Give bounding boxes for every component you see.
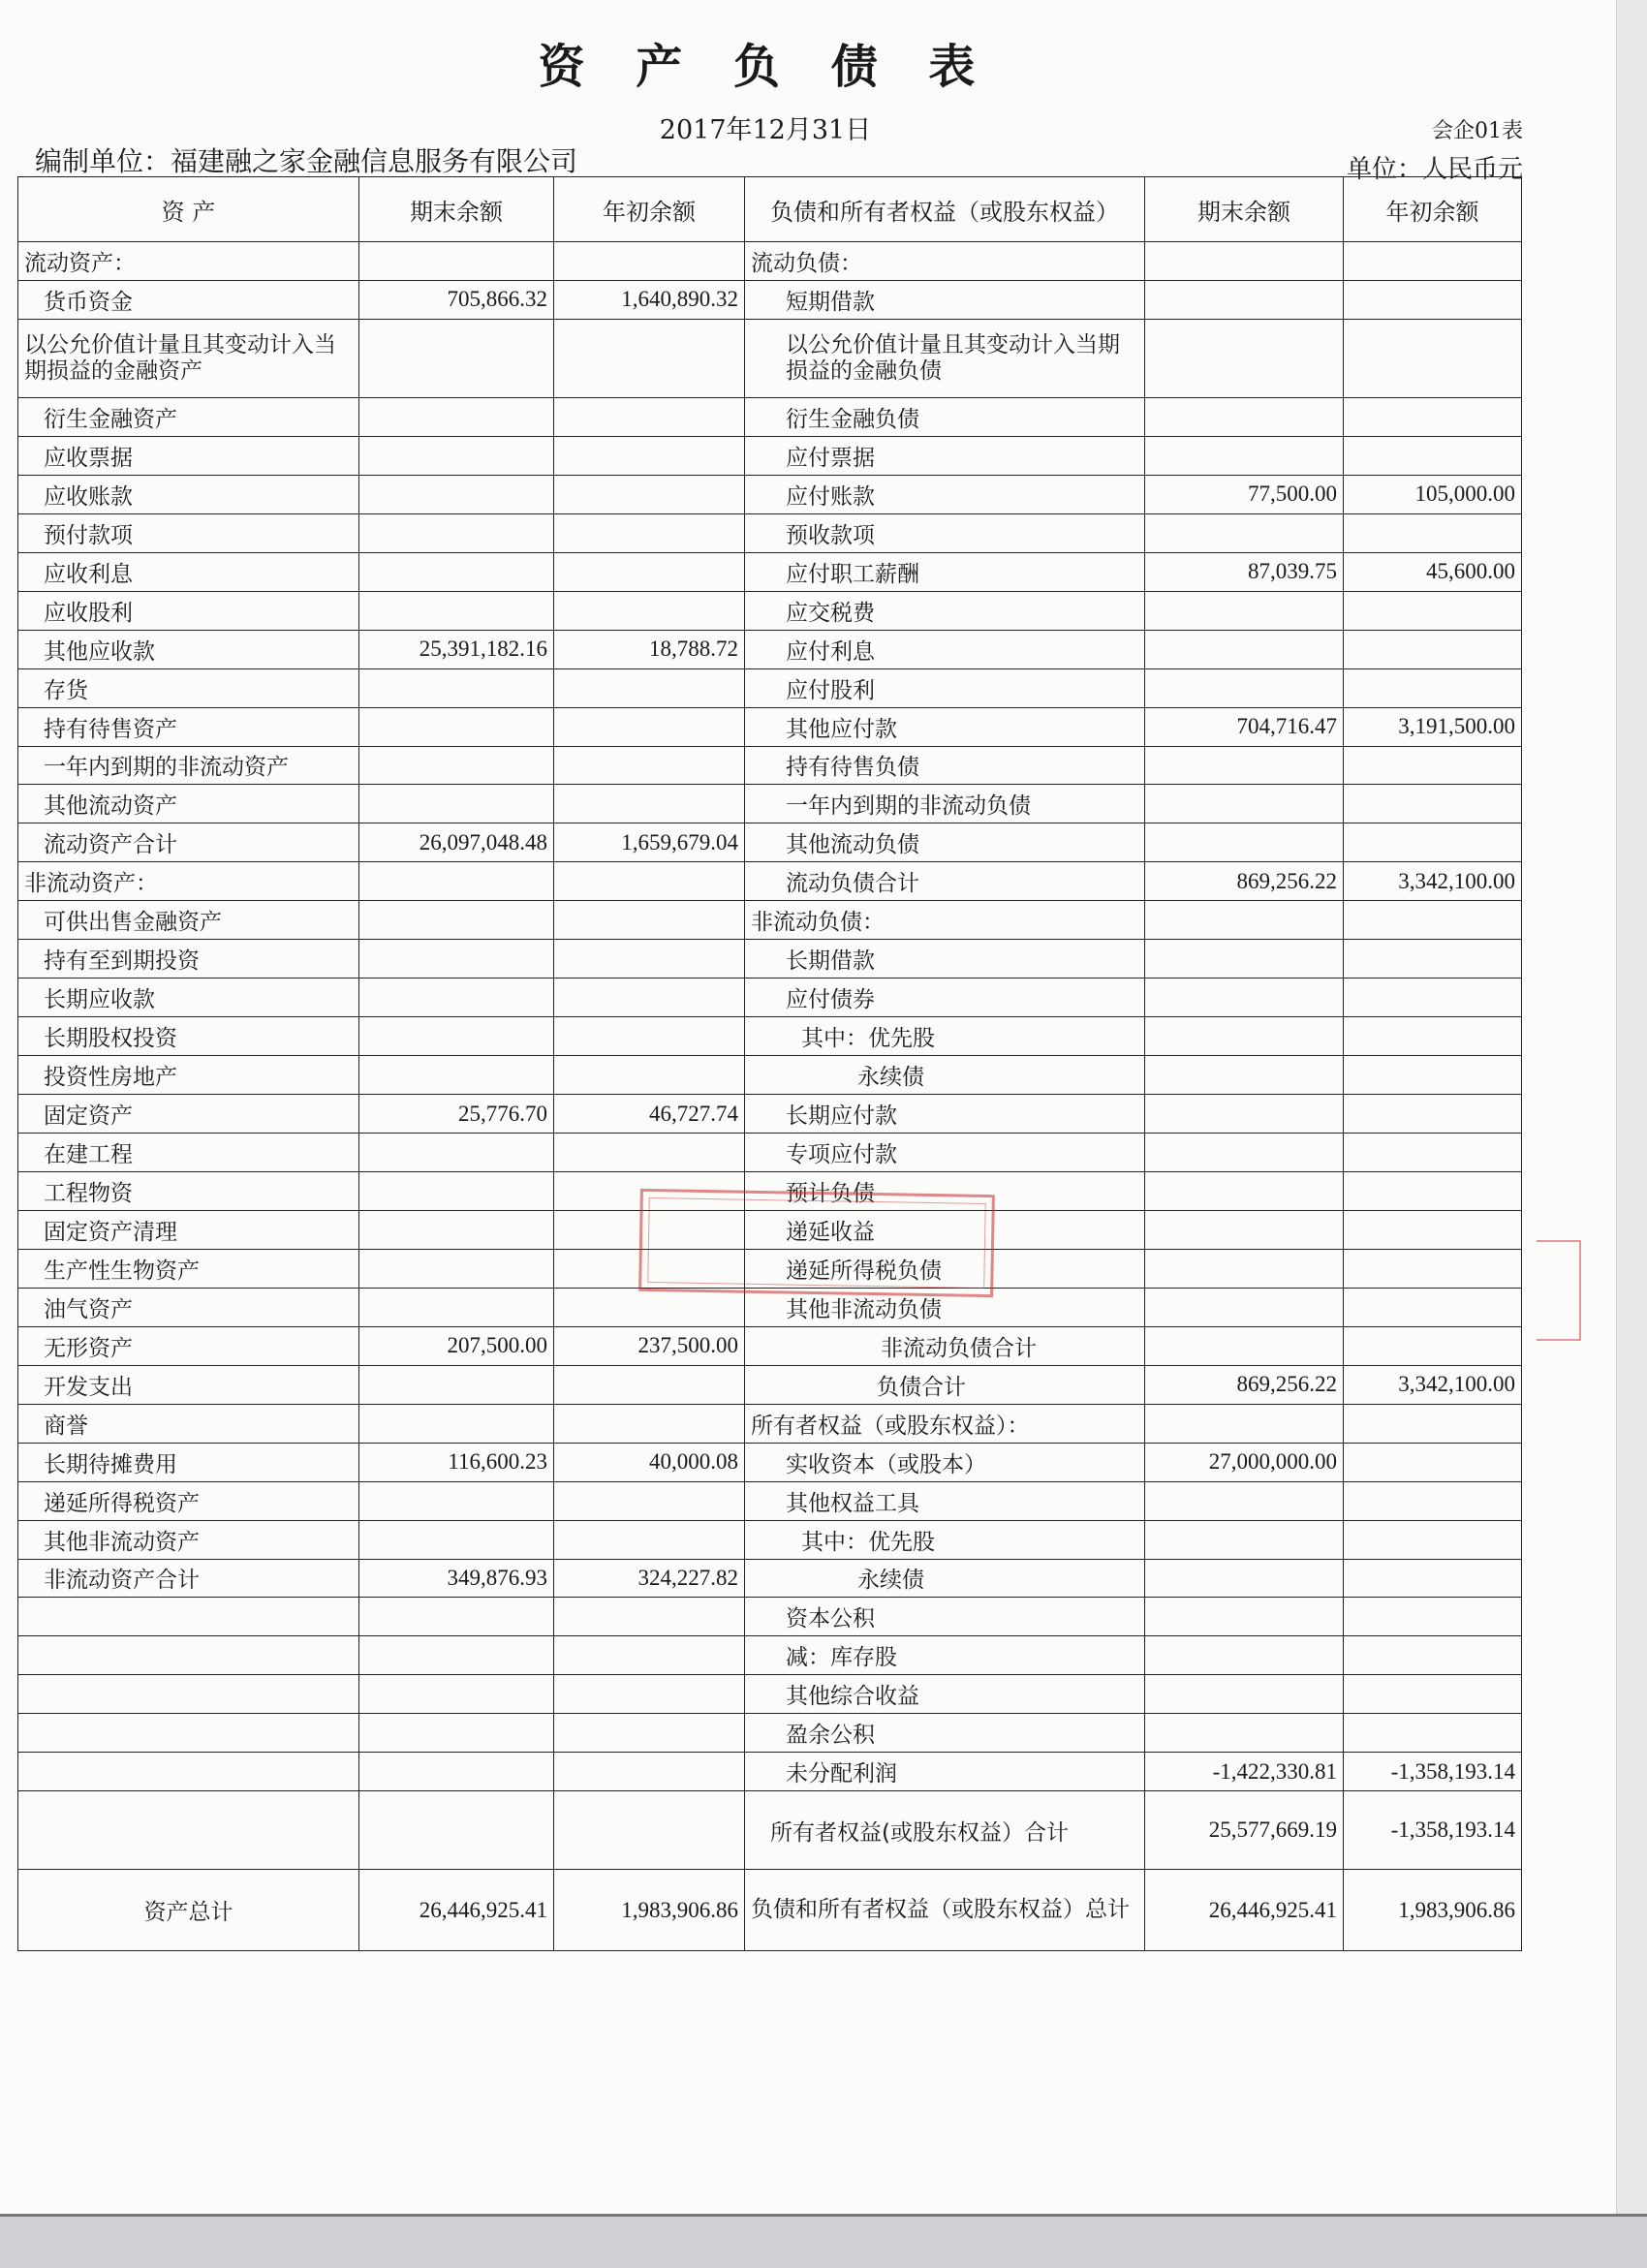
liability-label: 其他非流动负债 (745, 1288, 1145, 1326)
liability-label: 非流动负债合计 (745, 1326, 1145, 1365)
liability-label: 负债和所有者权益（或股东权益）总计 (745, 1870, 1145, 1951)
asset-end-balance (359, 1134, 554, 1172)
liability-begin-balance (1344, 1714, 1522, 1753)
asset-begin-balance (554, 591, 745, 630)
asset-end-balance (359, 319, 554, 397)
table-row (18, 436, 1522, 475)
page-seam-stamp (1537, 1240, 1581, 1341)
liability-begin-balance (1344, 668, 1522, 707)
liability-label: 持有待售负债 (745, 746, 1145, 785)
liability-label: 减：库存股 (745, 1636, 1145, 1675)
liability-label: 应付债券 (745, 979, 1145, 1017)
asset-label: 一年内到期的非流动资产 (18, 746, 359, 785)
liability-begin-balance (1344, 1210, 1522, 1249)
liability-begin-balance (1344, 823, 1522, 862)
scan-bottom-edge (0, 2214, 1647, 2268)
asset-end-balance (359, 475, 554, 513)
asset-end-balance (359, 1404, 554, 1443)
liability-end-balance (1145, 1520, 1344, 1559)
asset-end-balance (359, 436, 554, 475)
liability-label: 短期借款 (745, 280, 1145, 319)
table-row (18, 1791, 1522, 1870)
asset-begin-balance: 237,500.00 (554, 1326, 745, 1365)
asset-label: 在建工程 (18, 1134, 359, 1172)
liability-label: 其他应付款 (745, 707, 1145, 746)
liability-begin-balance: 3,342,100.00 (1344, 1365, 1522, 1404)
asset-begin-balance: 46,727.74 (554, 1095, 745, 1134)
liability-end-balance (1145, 1675, 1344, 1714)
liability-begin-balance (1344, 591, 1522, 630)
asset-end-balance (359, 668, 554, 707)
asset-begin-balance: 324,227.82 (554, 1559, 745, 1598)
liability-label: 所有者权益(或股东权益）合计 (745, 1791, 1145, 1870)
liability-begin-balance (1344, 1134, 1522, 1172)
asset-end-balance: 26,097,048.48 (359, 823, 554, 862)
liability-end-balance: 27,000,000.00 (1145, 1443, 1344, 1481)
liability-begin-balance (1344, 1249, 1522, 1288)
liability-end-balance: 26,446,925.41 (1145, 1870, 1344, 1951)
asset-end-balance (359, 862, 554, 901)
liability-label: 资本公积 (745, 1598, 1145, 1636)
liability-label: 盈余公积 (745, 1714, 1145, 1753)
table-row (18, 1520, 1522, 1559)
table-row (18, 1017, 1522, 1056)
table-row (18, 1365, 1522, 1404)
asset-label: 其他应收款 (18, 630, 359, 668)
asset-begin-balance (554, 1791, 745, 1870)
liability-end-balance: 77,500.00 (1145, 475, 1344, 513)
asset-end-balance (359, 591, 554, 630)
liability-begin-balance (1344, 1017, 1522, 1056)
liability-begin-balance (1344, 1326, 1522, 1365)
asset-label (18, 1636, 359, 1675)
asset-begin-balance: 40,000.08 (554, 1443, 745, 1481)
liability-end-balance (1145, 979, 1344, 1017)
asset-begin-balance (554, 746, 745, 785)
table-row (18, 475, 1522, 513)
asset-end-balance (359, 513, 554, 552)
asset-end-balance (359, 1365, 554, 1404)
liability-label: 永续债 (745, 1056, 1145, 1095)
liability-end-balance (1145, 668, 1344, 707)
liability-begin-balance: 3,342,100.00 (1344, 862, 1522, 901)
liability-label: 专项应付款 (745, 1134, 1145, 1172)
liability-end-balance (1145, 1095, 1344, 1134)
asset-label: 持有至到期投资 (18, 940, 359, 979)
asset-label (18, 1753, 359, 1791)
page-title: 资 产 负 债 表 (538, 40, 993, 94)
table-row (18, 1288, 1522, 1326)
asset-end-balance (359, 397, 554, 436)
liability-end-balance (1145, 1636, 1344, 1675)
liability-end-balance: 25,577,669.19 (1145, 1791, 1344, 1870)
table-row (18, 1714, 1522, 1753)
liability-end-balance: 869,256.22 (1145, 1365, 1344, 1404)
asset-end-balance (359, 552, 554, 591)
asset-end-balance: 116,600.23 (359, 1443, 554, 1481)
table-row (18, 785, 1522, 823)
asset-label: 商誉 (18, 1404, 359, 1443)
asset-label: 生产性生物资产 (18, 1249, 359, 1288)
col-header-begin-balance-2: 年初余额 (1344, 177, 1522, 242)
asset-begin-balance (554, 785, 745, 823)
liability-begin-balance (1344, 979, 1522, 1017)
asset-begin-balance (554, 1017, 745, 1056)
liability-label: 其中：优先股 (745, 1017, 1145, 1056)
col-header-liabilities-equity: 负债和所有者权益（或股东权益） (745, 177, 1145, 242)
table-row (18, 397, 1522, 436)
asset-begin-balance (554, 436, 745, 475)
liability-label: 长期应付款 (745, 1095, 1145, 1134)
asset-label: 持有待售资产 (18, 707, 359, 746)
asset-label (18, 1791, 359, 1870)
liability-end-balance (1145, 1481, 1344, 1520)
table-row (18, 1481, 1522, 1520)
asset-end-balance (359, 1210, 554, 1249)
col-header-end-balance: 期末余额 (359, 177, 554, 242)
report-date: 2017年12月31日 (659, 115, 872, 145)
asset-label: 应收股利 (18, 591, 359, 630)
asset-label: 流动资产合计 (18, 823, 359, 862)
liability-label: 应交税费 (745, 591, 1145, 630)
asset-label: 流动资产： (18, 242, 359, 281)
liability-label: 预计负债 (745, 1171, 1145, 1210)
table-row (18, 513, 1522, 552)
asset-end-balance (359, 1017, 554, 1056)
liability-begin-balance (1344, 1404, 1522, 1443)
liability-end-balance (1145, 940, 1344, 979)
asset-end-balance (359, 901, 554, 940)
asset-end-balance (359, 1481, 554, 1520)
asset-begin-balance: 1,640,890.32 (554, 280, 745, 319)
liability-end-balance (1145, 746, 1344, 785)
asset-label: 预付款项 (18, 513, 359, 552)
asset-label: 可供出售金融资产 (18, 901, 359, 940)
asset-begin-balance (554, 1714, 745, 1753)
table-row (18, 552, 1522, 591)
liability-begin-balance (1344, 785, 1522, 823)
asset-label: 无形资产 (18, 1326, 359, 1365)
asset-end-balance (359, 1288, 554, 1326)
liability-end-balance (1145, 1714, 1344, 1753)
liability-label: 长期借款 (745, 940, 1145, 979)
liability-begin-balance (1344, 513, 1522, 552)
liability-label: 应付股利 (745, 668, 1145, 707)
asset-begin-balance (554, 1056, 745, 1095)
liability-end-balance (1145, 1326, 1344, 1365)
table-row (18, 746, 1522, 785)
liability-begin-balance (1344, 1443, 1522, 1481)
liability-label: 流动负债合计 (745, 862, 1145, 901)
table-row (18, 242, 1522, 281)
liability-end-balance (1145, 785, 1344, 823)
table-row (18, 1095, 1522, 1134)
asset-end-balance (359, 1249, 554, 1288)
header-row (18, 177, 1522, 242)
liability-begin-balance (1344, 1481, 1522, 1520)
asset-label (18, 1598, 359, 1636)
balance-sheet-table (17, 176, 1522, 1951)
liability-label: 应付票据 (745, 436, 1145, 475)
asset-label: 存货 (18, 668, 359, 707)
liability-begin-balance (1344, 1559, 1522, 1598)
liability-begin-balance (1344, 280, 1522, 319)
asset-end-balance (359, 242, 554, 281)
asset-begin-balance (554, 242, 745, 281)
liability-begin-balance (1344, 1095, 1522, 1134)
asset-end-balance (359, 707, 554, 746)
liability-begin-balance (1344, 1636, 1522, 1675)
asset-label: 非流动资产合计 (18, 1559, 359, 1598)
asset-begin-balance (554, 1288, 745, 1326)
liability-end-balance: 869,256.22 (1145, 862, 1344, 901)
asset-begin-balance (554, 940, 745, 979)
liability-begin-balance: 105,000.00 (1344, 475, 1522, 513)
asset-end-balance (359, 785, 554, 823)
asset-label: 递延所得税资产 (18, 1481, 359, 1520)
asset-begin-balance (554, 513, 745, 552)
asset-label: 工程物资 (18, 1171, 359, 1210)
liability-begin-balance: -1,358,193.14 (1344, 1791, 1522, 1870)
table-row (18, 630, 1522, 668)
asset-end-balance (359, 1171, 554, 1210)
asset-label: 资产总计 (18, 1870, 359, 1951)
asset-begin-balance (554, 319, 745, 397)
liability-end-balance (1145, 1056, 1344, 1095)
liability-end-balance: 87,039.75 (1145, 552, 1344, 591)
liability-label: 所有者权益（或股东权益）： (745, 1404, 1145, 1443)
col-header-begin-balance: 年初余额 (554, 177, 745, 242)
asset-label: 油气资产 (18, 1288, 359, 1326)
liability-begin-balance (1344, 940, 1522, 979)
liability-label: 应付利息 (745, 630, 1145, 668)
liability-end-balance (1145, 1559, 1344, 1598)
liability-end-balance: 704,716.47 (1145, 707, 1344, 746)
table-row (18, 1134, 1522, 1172)
table-row (18, 1404, 1522, 1443)
liability-begin-balance (1344, 397, 1522, 436)
table-row (18, 668, 1522, 707)
liability-end-balance (1145, 630, 1344, 668)
liability-begin-balance: 1,983,906.86 (1344, 1870, 1522, 1951)
liability-begin-balance (1344, 1675, 1522, 1714)
asset-label: 固定资产 (18, 1095, 359, 1134)
table-row (18, 823, 1522, 862)
liability-label: 一年内到期的非流动负债 (745, 785, 1145, 823)
liability-begin-balance: -1,358,193.14 (1344, 1753, 1522, 1791)
liability-end-balance (1145, 1249, 1344, 1288)
asset-end-balance: 25,391,182.16 (359, 630, 554, 668)
liability-begin-balance (1344, 319, 1522, 397)
table-row (18, 1598, 1522, 1636)
asset-end-balance (359, 1675, 554, 1714)
asset-end-balance: 705,866.32 (359, 280, 554, 319)
liability-end-balance: -1,422,330.81 (1145, 1753, 1344, 1791)
col-header-end-balance-2: 期末余额 (1145, 177, 1344, 242)
liability-label: 负债合计 (745, 1365, 1145, 1404)
asset-label: 长期待摊费用 (18, 1443, 359, 1481)
asset-begin-balance (554, 552, 745, 591)
asset-begin-balance (554, 1636, 745, 1675)
liability-end-balance (1145, 513, 1344, 552)
liability-label: 应付职工薪酬 (745, 552, 1145, 591)
liability-begin-balance (1344, 1520, 1522, 1559)
asset-end-balance (359, 1753, 554, 1791)
liability-label: 递延收益 (745, 1210, 1145, 1249)
liability-begin-balance (1344, 1598, 1522, 1636)
liability-end-balance (1145, 436, 1344, 475)
asset-end-balance (359, 940, 554, 979)
asset-end-balance (359, 1520, 554, 1559)
liability-end-balance (1145, 1210, 1344, 1249)
liability-label: 其他权益工具 (745, 1481, 1145, 1520)
liability-begin-balance (1344, 901, 1522, 940)
liability-label: 流动负债： (745, 242, 1145, 281)
table-row (18, 707, 1522, 746)
liability-label: 非流动负债： (745, 901, 1145, 940)
asset-label: 投资性房地产 (18, 1056, 359, 1095)
asset-label: 长期应收款 (18, 979, 359, 1017)
asset-begin-balance (554, 979, 745, 1017)
asset-label (18, 1675, 359, 1714)
liability-label: 实收资本（或股本） (745, 1443, 1145, 1481)
liability-label: 以公允价值计量且其变动计入当期损益的金融负债 (745, 319, 1145, 397)
asset-label: 固定资产清理 (18, 1210, 359, 1249)
table-row (18, 1870, 1522, 1951)
table-row (18, 901, 1522, 940)
liability-begin-balance (1344, 1288, 1522, 1326)
liability-label: 其他流动负债 (745, 823, 1145, 862)
liability-end-balance (1145, 1171, 1344, 1210)
asset-end-balance (359, 1598, 554, 1636)
table-row (18, 1636, 1522, 1675)
asset-label: 开发支出 (18, 1365, 359, 1404)
asset-begin-balance: 18,788.72 (554, 630, 745, 668)
asset-label: 非流动资产： (18, 862, 359, 901)
liability-begin-balance: 45,600.00 (1344, 552, 1522, 591)
page-edge (1616, 0, 1647, 2265)
asset-end-balance: 207,500.00 (359, 1326, 554, 1365)
asset-end-balance (359, 746, 554, 785)
asset-begin-balance (554, 668, 745, 707)
asset-begin-balance (554, 1404, 745, 1443)
asset-end-balance: 25,776.70 (359, 1095, 554, 1134)
table-row (18, 280, 1522, 319)
liability-begin-balance (1344, 1056, 1522, 1095)
asset-begin-balance (554, 1598, 745, 1636)
liability-begin-balance (1344, 746, 1522, 785)
liability-label: 其他综合收益 (745, 1675, 1145, 1714)
liability-label: 应付账款 (745, 475, 1145, 513)
liability-label: 递延所得税负债 (745, 1249, 1145, 1288)
asset-label: 其他流动资产 (18, 785, 359, 823)
liability-end-balance (1145, 397, 1344, 436)
table-row (18, 862, 1522, 901)
asset-begin-balance (554, 1481, 745, 1520)
asset-label: 其他非流动资产 (18, 1520, 359, 1559)
table-row (18, 1675, 1522, 1714)
company-name: 编制单位：福建融之家金融信息服务有限公司 (35, 145, 578, 177)
asset-begin-balance: 1,983,906.86 (554, 1870, 745, 1951)
liability-end-balance (1145, 591, 1344, 630)
asset-begin-balance (554, 901, 745, 940)
asset-end-balance: 349,876.93 (359, 1559, 554, 1598)
col-header-assets: 资 产 (18, 177, 359, 242)
asset-label: 应收账款 (18, 475, 359, 513)
asset-label: 衍生金融资产 (18, 397, 359, 436)
liability-label: 未分配利润 (745, 1753, 1145, 1791)
liability-end-balance (1145, 1134, 1344, 1172)
liability-begin-balance (1344, 1171, 1522, 1210)
table-row (18, 319, 1522, 397)
asset-end-balance (359, 1791, 554, 1870)
asset-begin-balance (554, 1753, 745, 1791)
liability-begin-balance (1344, 242, 1522, 281)
table-row (18, 1559, 1522, 1598)
liability-end-balance (1145, 280, 1344, 319)
table-row (18, 1753, 1522, 1791)
currency-unit: 单位：人民币元 (1347, 155, 1524, 184)
asset-begin-balance (554, 1675, 745, 1714)
asset-end-balance (359, 1636, 554, 1675)
asset-begin-balance (554, 862, 745, 901)
table-row (18, 979, 1522, 1017)
liability-end-balance (1145, 901, 1344, 940)
liability-end-balance (1145, 319, 1344, 397)
liability-end-balance (1145, 1404, 1344, 1443)
asset-end-balance (359, 1714, 554, 1753)
table-row (18, 940, 1522, 979)
liability-begin-balance: 3,191,500.00 (1344, 707, 1522, 746)
liability-end-balance (1145, 242, 1344, 281)
liability-label: 永续债 (745, 1559, 1145, 1598)
asset-end-balance (359, 1056, 554, 1095)
liability-label: 衍生金融负债 (745, 397, 1145, 436)
asset-label: 应收利息 (18, 552, 359, 591)
asset-begin-balance: 1,659,679.04 (554, 823, 745, 862)
liability-begin-balance (1344, 630, 1522, 668)
asset-begin-balance (554, 707, 745, 746)
asset-label: 应收票据 (18, 436, 359, 475)
table-body (18, 242, 1522, 1951)
table-row (18, 1443, 1522, 1481)
liability-begin-balance (1344, 436, 1522, 475)
liability-end-balance (1145, 1288, 1344, 1326)
table-row (18, 1326, 1522, 1365)
asset-label: 货币资金 (18, 280, 359, 319)
asset-label: 长期股权投资 (18, 1017, 359, 1056)
asset-end-balance (359, 979, 554, 1017)
asset-begin-balance (554, 1520, 745, 1559)
asset-label: 以公允价值计量且其变动计入当期损益的金融资产 (18, 319, 359, 397)
liability-label: 预收款项 (745, 513, 1145, 552)
liability-end-balance (1145, 823, 1344, 862)
asset-begin-balance (554, 1365, 745, 1404)
table-row (18, 591, 1522, 630)
form-number: 会企01表 (1432, 119, 1523, 143)
asset-end-balance: 26,446,925.41 (359, 1870, 554, 1951)
asset-begin-balance (554, 475, 745, 513)
liability-label: 其中：优先股 (745, 1520, 1145, 1559)
table-row (18, 1056, 1522, 1095)
asset-label (18, 1714, 359, 1753)
audit-seal-stamp (638, 1189, 995, 1297)
liability-end-balance (1145, 1598, 1344, 1636)
asset-begin-balance (554, 397, 745, 436)
asset-begin-balance (554, 1134, 745, 1172)
liability-end-balance (1145, 1017, 1344, 1056)
